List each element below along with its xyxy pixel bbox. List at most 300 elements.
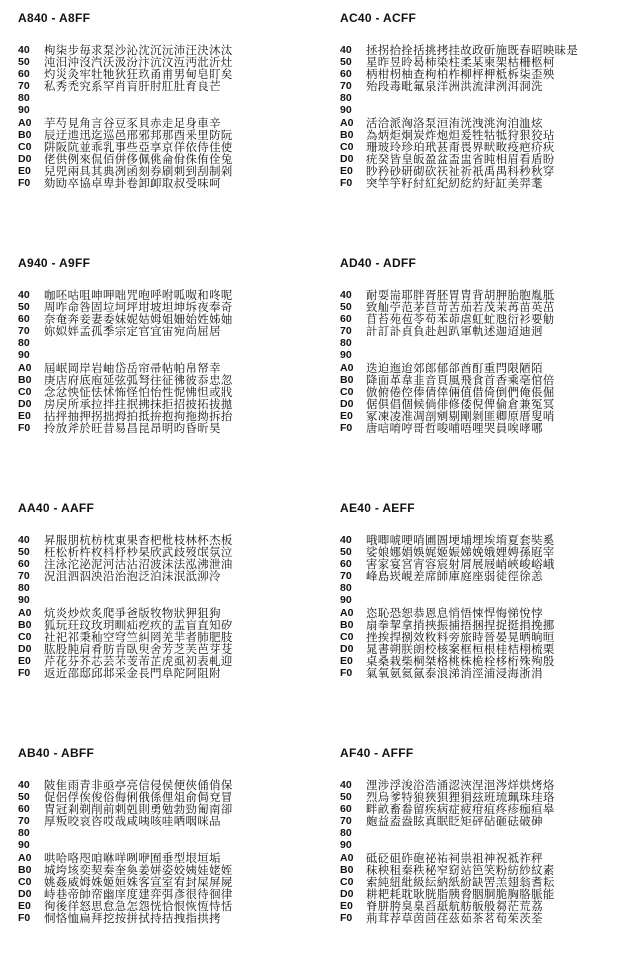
row-code: 70 [340, 325, 352, 338]
table-row [340, 289, 625, 301]
row-glyphs: 姚姦威姆姝姬姮姝客宣室宥封屎屏屍 [44, 875, 233, 888]
table-row [340, 398, 625, 410]
table-row [340, 129, 625, 141]
row-code: 50 [18, 301, 30, 314]
code-block-ac40 [340, 10, 625, 189]
table-row [340, 643, 625, 655]
row-glyphs [44, 839, 299, 851]
table-row [340, 80, 625, 92]
row-glyphs: 灼災灸牢牡牠狄狂玖甬甫男甸皂盯矣 [44, 68, 233, 81]
row-code: B0 [340, 863, 354, 876]
code-block-a940 [18, 255, 303, 434]
row-glyphs [44, 827, 299, 839]
block-title: AA40 - AAFF [18, 501, 95, 515]
table-row [18, 117, 303, 129]
row-code: 80 [18, 337, 30, 350]
block-title: A940 - A9FF [18, 256, 91, 270]
row-code: A0 [340, 116, 354, 129]
table-row [18, 803, 303, 815]
row-glyphs: 迭迫迤迨郊郎郁郃酋酊重閂限陋陌 [366, 361, 543, 374]
table-row [340, 667, 625, 679]
table-row [18, 129, 303, 141]
row-glyphs: 佬供例來侃佰併侈佩佻侖佾侏侑佺兔 [44, 152, 233, 165]
row-glyphs: 劾劻卒協卓卑卦卷卸卹取叔受味呵 [44, 177, 221, 190]
row-glyphs: 屆岷岡岸岩岫岱岳帘帚帖帕帛帑幸 [44, 361, 221, 374]
row-glyphs: 厚叛咬哀咨哎哉咸咦咳哇哂咽咪品 [44, 815, 221, 828]
row-glyphs: 念忿怏怔怯怵怖怪怕怡性怩怫怛或戕 [44, 385, 233, 398]
row-code: F0 [340, 667, 353, 680]
row-glyphs [44, 337, 299, 349]
row-code: C0 [18, 385, 32, 398]
row-glyphs: 注泳沱泌泥河沽沾沼波沫法泓沸泄油 [44, 558, 233, 571]
row-code: E0 [340, 164, 353, 177]
row-glyphs: 阱阪阬並乖乳事些亞享京佯依侍佳使 [44, 140, 233, 153]
table-row [18, 56, 303, 68]
table-row [18, 68, 303, 80]
row-code: 80 [340, 582, 352, 595]
row-glyphs [366, 349, 621, 361]
table-row [18, 643, 303, 655]
table-row [340, 888, 625, 900]
row-glyphs: 峙巷帝帥帟幽庠度建弈弭彥很待徊律 [44, 887, 233, 900]
row-glyphs [366, 92, 621, 104]
row-glyphs: 徇後徉怒思怠急怎怨恍恰恨恢恆恃恬 [44, 899, 233, 913]
table-row [340, 141, 625, 153]
row-code: C0 [18, 630, 32, 643]
table-row [18, 374, 303, 386]
table-row [18, 398, 303, 410]
table-row [18, 301, 303, 313]
row-code: 90 [340, 839, 352, 852]
row-glyphs: 恫恪恤扁拜挖按拼拭持拮拽指拱拷 [44, 912, 221, 925]
row-glyphs: 降面革韋韭音頁風飛食首香乘亳倌倍 [366, 373, 555, 386]
row-glyphs: 城垮垓奕契奏奎奐姜姘姿姣姨娃姥姪 [44, 863, 233, 876]
table-row [18, 410, 303, 422]
row-code: C0 [340, 630, 354, 643]
row-glyphs [44, 92, 299, 104]
row-glyphs: 咖呸咕咀呻呷咄咒咆呼咐呱呶和咚呢 [44, 289, 233, 302]
row-code: A0 [18, 606, 32, 619]
row-code: D0 [18, 152, 32, 165]
row-code: C0 [340, 385, 354, 398]
table-row [340, 546, 625, 558]
table-row [340, 876, 625, 888]
row-glyphs: 烈烏爹特狼狹狽狸狷玆班琉珮珠珪珞 [366, 791, 555, 804]
table-row [340, 864, 625, 876]
table-row [18, 888, 303, 900]
table-row [340, 68, 625, 80]
table-row [340, 631, 625, 643]
table-row [18, 386, 303, 398]
table-row [18, 104, 303, 116]
row-code: 40 [18, 289, 30, 301]
row-glyphs: 冢凍凌准凋剖剜剔剛剝匪卿原厝叟哨 [366, 409, 555, 423]
row-glyphs: 哦唧唬哽哨圃圄埂埔埋埃堉夏套奘奚 [366, 534, 555, 547]
table-row [18, 839, 303, 851]
row-code: C0 [18, 875, 32, 888]
row-glyphs: 突竿竽籽紂紅紀紉紇約紆缸美羿耄 [366, 177, 543, 190]
row-code: C0 [340, 875, 354, 888]
table-row [340, 117, 625, 129]
row-code: 50 [340, 56, 352, 69]
row-glyphs [366, 827, 621, 839]
row-code: 60 [18, 803, 30, 816]
table-row [18, 791, 303, 803]
table-row [18, 582, 303, 594]
table-row [18, 80, 303, 92]
row-glyphs: 耕耙耗耽耿胱脂胰脅胭胴脆胸胳脈能 [366, 887, 555, 900]
table-row [18, 177, 303, 189]
row-glyphs: 況沮泗泅泱沿治泡泛泊沬泯泜泖泠 [44, 570, 221, 583]
row-code: 50 [18, 791, 30, 804]
table-row [18, 153, 303, 165]
table-row [340, 92, 625, 104]
table-row [340, 607, 625, 619]
row-code: 70 [340, 570, 352, 583]
row-glyphs: 枸柒步毎求泵沙沁沈沉沅沛汪決沐汰 [44, 44, 233, 57]
table-row [340, 803, 625, 815]
code-block-ad40 [340, 255, 625, 434]
row-glyphs: 挫挨捍捌效敉料旁旅時晉晏晃晒晌晅 [366, 630, 555, 643]
table-row [340, 337, 625, 349]
table-row [340, 655, 625, 667]
table-row [18, 619, 303, 631]
row-glyphs [366, 582, 621, 594]
row-glyphs: 計訂訃貞負赴赳趴軍軌述迦迢迪迥 [366, 325, 543, 338]
table-row [340, 912, 625, 924]
row-glyphs: 促侶俘俟俊俗侮俐俄係俚俎俞侷兗冒 [44, 791, 233, 804]
row-glyphs: 致舢苧范茅苣苛苦茄若茂茉苒苗英茁 [366, 301, 555, 314]
block-title: AB40 - ABFF [18, 746, 95, 760]
row-list [340, 289, 625, 434]
row-glyphs: 浬涉浮浚浴浩涌涊浹涅浥涔烊烘烤烙 [366, 779, 555, 792]
row-glyphs: 肱股肫肩肴肪肯臥臾舍芳芝芙芭芽芟 [44, 642, 233, 655]
row-glyphs: 疣癸皆皇皈盈盆盃盅省盹相眉看盾盼 [366, 152, 555, 165]
row-glyphs: 索純紐紕級紜納紙紛缺罟羔翅翁耆耘 [366, 875, 555, 888]
table-row [18, 570, 303, 582]
row-code: 80 [340, 92, 352, 105]
row-glyphs [44, 582, 299, 594]
code-block-ab40 [18, 745, 303, 924]
table-row [18, 827, 303, 839]
table-row [18, 546, 303, 558]
row-code: 90 [18, 594, 30, 607]
row-glyphs: 房戾所承拉拌拄抿拂抹拒招披拓拔拋 [44, 397, 233, 410]
table-row [18, 289, 303, 301]
row-glyphs: 周咋命咎固垃坷坪坩坡坦坤坼夜奉奇 [44, 301, 233, 314]
row-code: 90 [18, 349, 30, 362]
row-code: 40 [18, 44, 30, 56]
row-code: 40 [340, 534, 352, 546]
row-code: 80 [18, 827, 30, 840]
row-code: F0 [18, 177, 31, 190]
row-glyphs: 芹花芬芥芯芸芣芰芾芷虎虱初表軋迎 [44, 654, 233, 668]
row-code: B0 [340, 373, 354, 386]
row-code: D0 [340, 642, 354, 655]
table-row [340, 153, 625, 165]
table-row [18, 337, 303, 349]
row-code: F0 [18, 667, 31, 680]
row-code: E0 [340, 899, 353, 912]
row-glyphs: 為炳炬炯炭炸炮炟爰牲牯牴狩狠狡玷 [366, 128, 555, 141]
row-glyphs: 兒兕兩具其典冽函刻券刷刺到刮制剁 [44, 164, 233, 178]
row-list [18, 534, 303, 679]
table-row [18, 44, 303, 56]
table-row [18, 852, 303, 864]
row-code: A0 [340, 606, 354, 619]
table-row [340, 619, 625, 631]
table-row [340, 779, 625, 791]
row-code: 60 [18, 558, 30, 571]
row-code: F0 [340, 912, 353, 925]
table-row [340, 104, 625, 116]
row-code: D0 [340, 397, 354, 410]
table-row [18, 900, 303, 912]
row-glyphs: 氣氧氨氦氤泰浪涕消涇浦浸海浙涓 [366, 667, 543, 680]
row-code: 40 [18, 534, 30, 546]
row-code: 60 [18, 68, 30, 81]
row-glyphs: 柄柑枴柚查枸柏柞柳枰柙柢柝柒歪殃 [366, 68, 555, 81]
table-row [340, 386, 625, 398]
row-glyphs: 珊玻玲珍珀玳甚甭畏界畎畋疫疤疥疢 [366, 140, 555, 153]
table-row [340, 422, 625, 434]
row-glyphs: 炕炎炒炊炙爬爭爸版牧物狀狎狙狗 [44, 606, 221, 619]
row-glyphs [366, 839, 621, 851]
row-glyphs [366, 337, 621, 349]
row-glyphs: 扇拳挈拿捎挾振捕捂捆捏捉挺捐挽挪 [366, 618, 555, 631]
row-code: 50 [18, 546, 30, 559]
block-title: AE40 - AEFF [340, 501, 415, 515]
table-row [18, 667, 303, 679]
row-glyphs: 倣俯倦倥俸倩倖倆值借倚倒們俺倀倔 [366, 385, 555, 398]
row-code: 50 [340, 546, 352, 559]
row-glyphs: 倨俱倡個候倘俳修倭倪俾倫倉兼冤冥 [366, 397, 555, 410]
row-glyphs: 庚店府底庖延弦弧弩往征彿彼忝忠忽 [44, 373, 233, 386]
row-code: A0 [340, 851, 354, 864]
row-code: 90 [340, 349, 352, 362]
table-row [340, 349, 625, 361]
row-code: 40 [340, 779, 352, 791]
table-row [340, 301, 625, 313]
table-row [340, 582, 625, 594]
table-row [340, 852, 625, 864]
row-glyphs: 眇矜砂研砌砍祆祉祈祇禹禺科秒秋穿 [366, 164, 555, 178]
row-glyphs: 桌桑栽柴桐桀格桃株桅栓栘桁殊殉殷 [366, 654, 555, 668]
row-glyphs: 枉松析杵枚枓杼杪杲欣武歧歿氓氛泣 [44, 546, 233, 559]
row-code: B0 [18, 863, 32, 876]
row-glyphs: 昇服朋杭枋枕東果杳杷枇枝林杯杰板 [44, 534, 233, 547]
row-glyphs: 狐玩玨玟玫玥甽疝疙疚的盂盲直知矽 [44, 618, 233, 631]
row-code: 60 [340, 313, 352, 326]
row-glyphs: 峰島崁峴差席師庫庭座弱徒徑徐恙 [366, 570, 543, 583]
row-glyphs: 拎放斧於旺昔易昌昆昂明昀昏昕昊 [44, 422, 221, 435]
row-code: B0 [18, 128, 32, 141]
row-code: 80 [18, 582, 30, 595]
row-code: F0 [340, 177, 353, 190]
table-row [340, 791, 625, 803]
row-code: A0 [18, 361, 32, 374]
table-row [340, 900, 625, 912]
row-list [340, 44, 625, 189]
row-glyphs: 奈奄奔妾妻委妹妮姑姆姐姍始姓姊妯 [44, 313, 233, 326]
table-row [18, 631, 303, 643]
row-glyphs: 害家宴宮宵容宸射屑展屐峭峽峻峪峨 [366, 558, 555, 571]
table-row [340, 827, 625, 839]
row-glyphs: 娑娘娜娟娛娓姬娠娣娩娥娌娉孫屘宰 [366, 546, 555, 559]
code-block-aa40 [18, 500, 303, 679]
row-list [340, 534, 625, 679]
code-block-ae40 [340, 500, 625, 679]
table-row [18, 594, 303, 606]
row-code: 80 [18, 92, 30, 105]
row-code: E0 [340, 654, 353, 667]
table-row [340, 177, 625, 189]
table-row [18, 876, 303, 888]
row-code: 70 [340, 815, 352, 828]
row-code: 80 [340, 337, 352, 350]
row-code: C0 [340, 140, 354, 153]
row-code: A0 [18, 116, 32, 129]
row-glyphs: 冑冠剎剃削前剌剋則勇勉勃勁匍南卻 [44, 803, 233, 816]
row-code: F0 [18, 912, 31, 925]
table-row [340, 558, 625, 570]
row-code: 90 [340, 104, 352, 117]
row-code: 70 [18, 815, 30, 828]
table-row [18, 912, 303, 924]
table-row [340, 410, 625, 422]
row-code: 90 [18, 104, 30, 117]
table-row [340, 362, 625, 374]
table-row [18, 534, 303, 546]
row-glyphs: 脊胼胯臭臬舀舐航舫舨般芻茫荒荔 [366, 899, 543, 913]
row-code: B0 [340, 618, 354, 631]
row-code: E0 [340, 409, 353, 422]
row-code: E0 [18, 899, 31, 912]
code-block-a840 [18, 10, 303, 189]
row-code: 60 [340, 68, 352, 81]
row-glyphs: 社祀祁秉秈空穹竺糾罔羌羋者肺肥肢 [44, 630, 233, 643]
table-row [340, 165, 625, 177]
row-glyphs: 辰迂迆迅迄巡邑邢邪邦那酉釆里防阮 [44, 128, 233, 141]
row-glyphs: 砥砭砠砟砲祕祐祠祟祖神祝祗祚秤 [366, 851, 543, 864]
row-code: 60 [340, 558, 352, 571]
table-row [340, 594, 625, 606]
row-code: F0 [340, 422, 353, 435]
table-row [340, 325, 625, 337]
row-code: A0 [18, 851, 32, 864]
row-code: 40 [340, 44, 352, 56]
row-glyphs: 陂隹雨青非亟亭亮信侵侯便俠俑俏保 [44, 779, 233, 792]
table-row [18, 815, 303, 827]
table-row [340, 570, 625, 582]
row-code: C0 [18, 140, 32, 153]
row-glyphs: 畔畝畜畚留疾病症疲疳疽疼疹痂疸皋 [366, 803, 555, 816]
row-list [18, 779, 303, 924]
row-glyphs [44, 594, 299, 606]
block-title: AD40 - ADFF [340, 256, 417, 270]
row-code: 90 [340, 594, 352, 607]
row-code: B0 [340, 128, 354, 141]
row-code: D0 [340, 887, 354, 900]
row-glyphs [44, 104, 299, 116]
row-glyphs: 妳姒姅孟孤季宗定官宜宙宛尚屈居 [44, 325, 221, 338]
table-row [18, 325, 303, 337]
row-code: 60 [18, 313, 30, 326]
row-glyphs: 星昨昱昤曷柿染柱柔某柬架枯柵柩柯 [366, 56, 555, 69]
block-title: AF40 - AFFF [340, 746, 414, 760]
row-glyphs: 恣恥恐恕恭恩息悄悟悚悍悔悌悅悖 [366, 606, 543, 619]
row-list [18, 44, 303, 189]
table-row [18, 607, 303, 619]
table-row [18, 313, 303, 325]
row-code: E0 [18, 409, 31, 422]
row-glyphs: 殆段毒毗氟泉洋洲洪流津洌洱洞洗 [366, 80, 543, 93]
row-code: D0 [18, 397, 32, 410]
row-code: 50 [340, 791, 352, 804]
table-row [18, 558, 303, 570]
row-code: 40 [18, 779, 30, 791]
row-glyphs: 芋芍見角言谷豆豕貝赤走足身車辛 [44, 116, 221, 129]
row-code: 50 [18, 56, 30, 69]
row-glyphs: 拈抨抽押拐拙拇拍抵拚抱拘拖拗拆抬 [44, 409, 233, 423]
row-list [340, 779, 625, 924]
code-block-af40 [340, 745, 625, 924]
row-code: A0 [340, 361, 354, 374]
table-row [18, 92, 303, 104]
row-code: B0 [18, 373, 32, 386]
row-glyphs: 返近邵邸邱邶采金長門阜陀阿阻附 [44, 667, 221, 680]
row-glyphs: 唐唁唷哼哥哲唆哺唔哩哭員唉哮哪 [366, 422, 543, 435]
row-code: D0 [18, 887, 32, 900]
row-glyphs: 沌汨沖沒汽沃汲汾汴沆汶沍沔沘沂灶 [44, 56, 233, 69]
row-code: E0 [18, 164, 31, 177]
row-glyphs: 秣秧租秦秩秘窄窈站笆笑粉紡紗紋素 [366, 863, 555, 876]
table-row [340, 374, 625, 386]
table-row [340, 839, 625, 851]
row-code: 80 [340, 827, 352, 840]
row-code: 50 [340, 301, 352, 314]
table-row [340, 44, 625, 56]
block-title: AC40 - ACFF [340, 11, 417, 25]
row-glyphs: 哄哈咯咫咱咻咩咧咿囿垂型垠垣垢 [44, 851, 221, 864]
table-row [18, 779, 303, 791]
row-code: 40 [340, 289, 352, 301]
block-title: A840 - A8FF [18, 11, 91, 25]
table-row [18, 141, 303, 153]
table-row [18, 422, 303, 434]
row-code: 70 [18, 80, 30, 93]
row-code: 70 [18, 325, 30, 338]
table-row [18, 864, 303, 876]
row-glyphs: 荊茸荐草茵茴荏茲茹茶茗荀茱茨荃 [366, 912, 543, 925]
row-glyphs: 耐耍耑耶胖胥胚胃胄背胡胛胎胞胤胝 [366, 289, 555, 302]
row-glyphs [44, 349, 299, 361]
row-glyphs [366, 104, 621, 116]
table-row [18, 362, 303, 374]
row-glyphs [366, 594, 621, 606]
table-row [340, 534, 625, 546]
row-code: E0 [18, 654, 31, 667]
row-glyphs: 晁書朔朕朗校核案框桓根桂桔栩梳栗 [366, 642, 555, 655]
table-row [340, 56, 625, 68]
row-code: 60 [340, 803, 352, 816]
table-row [340, 313, 625, 325]
row-code: D0 [340, 152, 354, 165]
row-code: 90 [18, 839, 30, 852]
row-code: D0 [18, 642, 32, 655]
row-glyphs: 皰益盍盎眩真眠眨矩砰砧砸砝破砷 [366, 815, 543, 828]
row-glyphs: 拯拐拾拴括挑拷挂故政斫施既春昭映昧是 [366, 44, 579, 57]
